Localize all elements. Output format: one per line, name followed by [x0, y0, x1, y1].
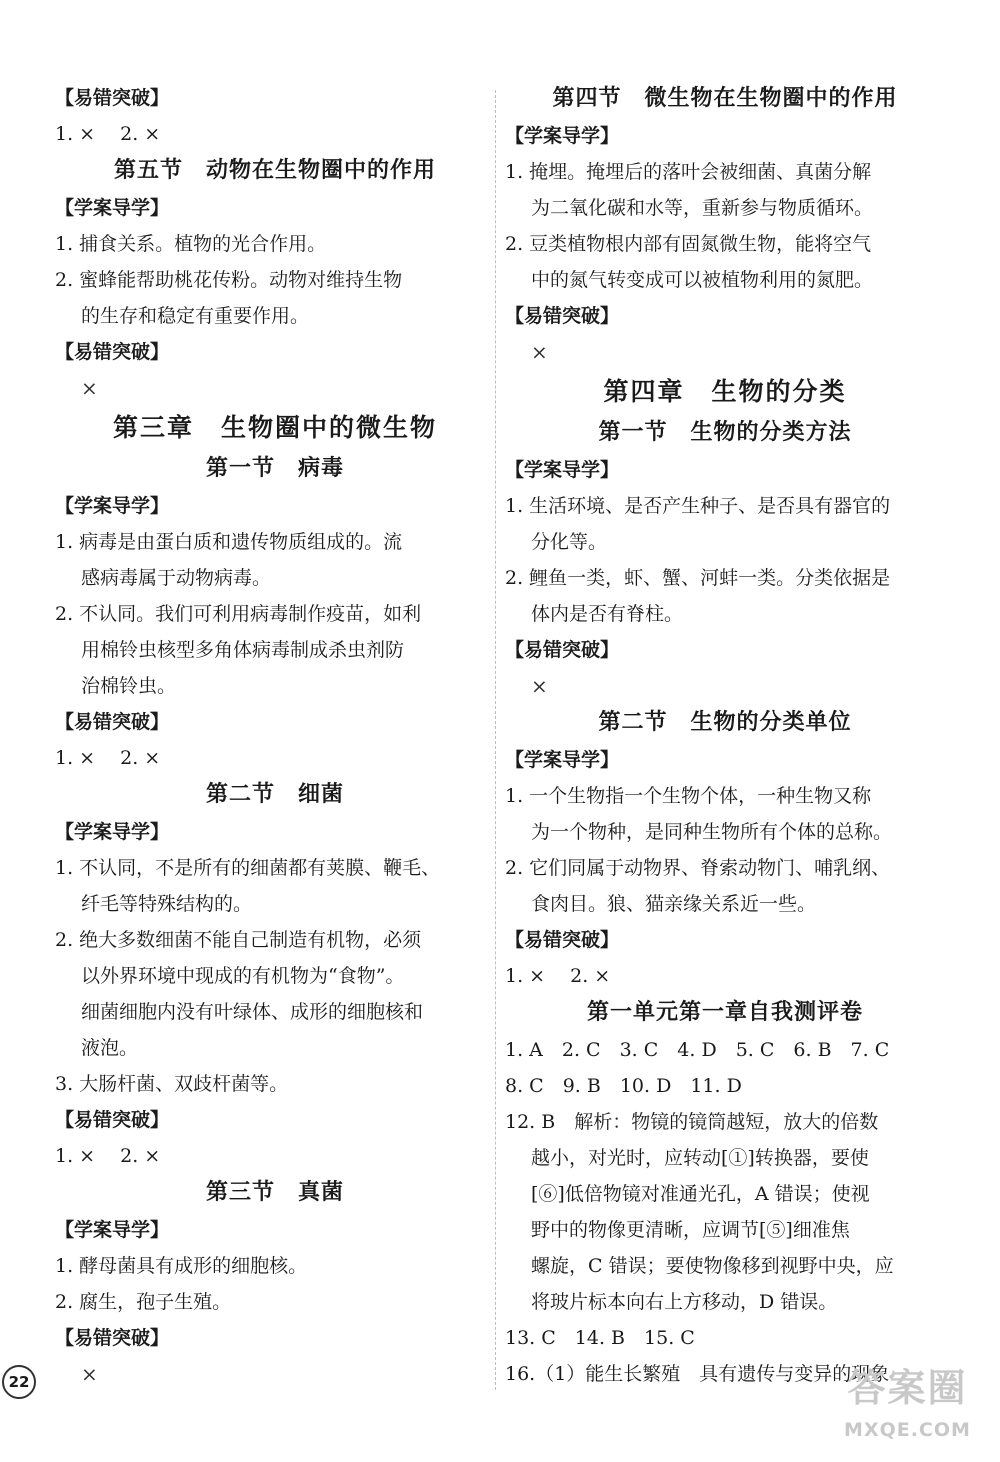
answer-line: 1. A 2. C 3. C 4. D 5. C 6. B 7. C — [505, 1039, 890, 1061]
section-title: 第一单元第一章自我测评卷 — [586, 1000, 863, 1025]
answer-line: 1. 酵母菌具有成形的细胞核。 — [55, 1255, 308, 1277]
answer-continuation: 以外界环境中现成的有机物为“食物”。 — [81, 965, 405, 987]
answer-line: 3. 大肠杆菌、双歧杆菌等。 — [55, 1073, 289, 1095]
section-label: 【易错突破】 — [55, 87, 170, 109]
section-label: 【学案导学】 — [505, 459, 620, 481]
answer-continuation: 感病毒属于动物病毒。 — [81, 567, 272, 589]
section-label: 【易错突破】 — [505, 929, 620, 951]
section-label: 【学案导学】 — [55, 495, 170, 517]
answer-line: 1. 不认同，不是所有的细菌都有荚膜、鞭毛、 — [55, 857, 441, 879]
answer-continuation: 体内是否有脊柱。 — [531, 603, 684, 625]
answer-line: 12. B 解析：物镜的镜筒越短，放大的倍数 — [505, 1111, 879, 1133]
chapter-title: 第三章 生物圈中的微生物 — [112, 413, 437, 442]
section-title: 第四节 微生物在生物圈中的作用 — [552, 86, 898, 111]
answer-line: 1. × 2. × — [55, 747, 161, 769]
chapter-title: 第四章 生物的分类 — [603, 377, 847, 406]
section-title: 第五节 动物在生物圈中的作用 — [113, 158, 436, 183]
answer-line: 2. 腐生，孢子生殖。 — [55, 1291, 232, 1313]
answer-line: 8. C 9. B 10. D 11. D — [505, 1075, 742, 1097]
answer-line: 2. 蜜蜂能帮助桃花传粉。动物对维持生物 — [55, 269, 403, 291]
answer-continuation: 用棉铃虫核型多角体病毒制成杀虫剂防 — [81, 639, 405, 661]
left-column — [55, 80, 495, 1392]
section-label: 【易错突破】 — [55, 1109, 170, 1131]
answer-line: 2. 它们同属于动物界、脊索动物门、哺乳纲、 — [505, 857, 891, 879]
section-title: 第三节 真菌 — [205, 1180, 344, 1205]
answer-line: 2. 不认同。我们可利用病毒制作疫苗，如利 — [55, 603, 422, 625]
section-label: 【学案导学】 — [55, 821, 170, 843]
page-number: 22 — [2, 1365, 36, 1399]
answer-continuation: 将玻片标本向右上方移动，D 错误。 — [531, 1291, 838, 1313]
answer-continuation: 螺旋，C 错误；要使物像移到视野中央，应 — [531, 1255, 894, 1277]
answer-continuation: 治棉铃虫。 — [81, 675, 177, 697]
answer-continuation: 液泡。 — [81, 1037, 139, 1059]
section-label: 【学案导学】 — [55, 197, 170, 219]
answer-continuation: [⑥]低倍物镜对准通光孔，A 错误；使视 — [531, 1183, 870, 1205]
answer-line: 13. C 14. B 15. C — [505, 1327, 695, 1349]
section-label: 【易错突破】 — [55, 341, 170, 363]
answer-continuation: 细菌细胞内没有叶绿体、成形的细胞核和 — [81, 1001, 424, 1023]
section-label: 【易错突破】 — [55, 1327, 170, 1349]
cross-mark: × — [81, 1362, 98, 1386]
answer-continuation: 越小，对光时，应转动[①]转换器，要使 — [531, 1147, 869, 1169]
section-label: 【学案导学】 — [55, 1219, 170, 1241]
section-label: 【易错突破】 — [505, 639, 620, 661]
answer-line: 2. 鲤鱼一类，虾、蟹、河蚌一类。分类依据是 — [505, 567, 891, 589]
section-title: 第二节 生物的分类单位 — [598, 710, 852, 735]
answer-continuation: 食肉目。狼、猫亲缘关系近一些。 — [531, 893, 817, 915]
answer-continuation: 野中的物像更清晰，应调节[⑤]细准焦 — [531, 1219, 850, 1241]
answer-line: 2. 绝大多数细菌不能自己制造有机物，必须 — [55, 929, 422, 951]
answer-line: 1. 一个生物指一个生物个体，一种生物又称 — [505, 785, 872, 807]
cross-mark: × — [531, 340, 548, 364]
answer-continuation: 为二氧化碳和水等，重新参与物质循环。 — [531, 197, 874, 219]
right-column — [505, 80, 945, 1392]
section-label: 【易错突破】 — [55, 711, 170, 733]
answer-continuation: 分化等。 — [531, 531, 608, 553]
answer-line: 1. × 2. × — [55, 123, 161, 145]
answer-continuation: 中的氮气转变成可以被植物利用的氮肥。 — [531, 269, 874, 291]
cross-mark: × — [531, 674, 548, 698]
watermark-logo — [820, 1360, 995, 1460]
section-label: 【易错突破】 — [505, 305, 620, 327]
answer-continuation: 纤毛等特殊结构的。 — [81, 893, 253, 915]
answer-line: 2. 豆类植物根内部有固氮微生物，能将空气 — [505, 233, 872, 255]
section-title: 第一节 病毒 — [205, 456, 344, 481]
answer-line: 16.（1）能生长繁殖 具有遗传与变异的现象 — [505, 1363, 890, 1385]
watermark-text: 答案圈 — [847, 1366, 968, 1410]
column-divider — [495, 90, 496, 1390]
answer-continuation: 为一个物种，是同种生物所有个体的总称。 — [531, 821, 893, 843]
section-label: 【学案导学】 — [505, 749, 620, 771]
answer-line: 1. 捕食关系。植物的光合作用。 — [55, 233, 327, 255]
section-title: 第二节 细菌 — [205, 782, 344, 807]
answer-continuation: 的生存和稳定有重要作用。 — [81, 305, 310, 327]
section-label: 【学案导学】 — [505, 125, 620, 147]
section-title: 第一节 生物的分类方法 — [598, 420, 852, 445]
answer-line: 1. 生活环境、是否产生种子、是否具有器官的 — [505, 495, 891, 517]
watermark-url: MXQE.COM — [844, 1419, 971, 1441]
answer-line: 1. × 2. × — [55, 1145, 161, 1167]
answer-line: 1. 病毒是由蛋白质和遗传物质组成的。流 — [55, 531, 403, 553]
answer-line: 1. 掩埋。掩埋后的落叶会被细菌、真菌分解 — [505, 161, 872, 183]
cross-mark: × — [81, 376, 98, 400]
answer-line: 1. × 2. × — [505, 965, 611, 987]
